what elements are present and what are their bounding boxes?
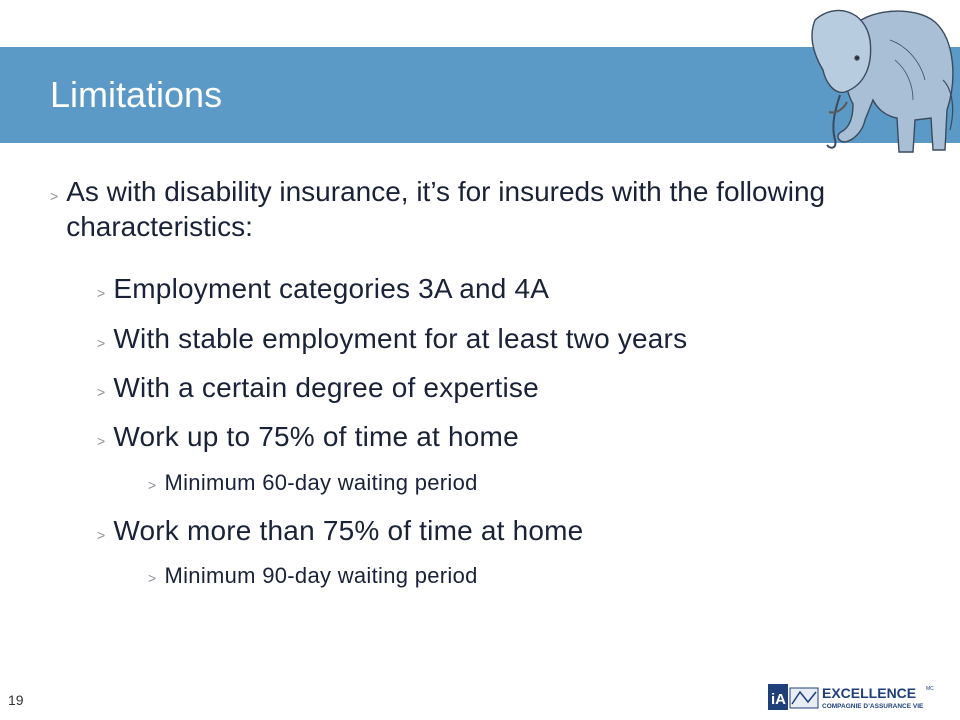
bullet-text: As with disability insurance, it’s for insureds with the following characteristics: <box>66 176 826 242</box>
sub-bullet-text: Minimum 90-day waiting period <box>164 563 478 588</box>
bullet-text: Work up to 75% of time at home <box>113 421 519 452</box>
sub-bullet-text: Minimum 60-day waiting period <box>164 470 478 495</box>
elephant-illustration <box>795 0 960 170</box>
logo-mark: iA <box>771 691 786 708</box>
bullet-intro <box>50 174 870 244</box>
bullet-marker-icon: > <box>97 335 106 351</box>
company-logo <box>768 680 938 714</box>
logo-brand: EXCELLENCE <box>822 685 917 701</box>
bullet-marker-icon: > <box>97 285 106 301</box>
sub-bullet-item <box>148 562 478 592</box>
bullet-text: With stable employment for at least two years <box>113 323 688 354</box>
bullet-text: With a certain degree of expertise <box>113 372 539 403</box>
bullet-marker-icon: > <box>97 527 106 543</box>
bullet-item <box>97 371 539 409</box>
bullet-marker-icon: > <box>50 188 59 204</box>
bullet-item <box>97 514 583 552</box>
bullet-marker-icon: > <box>148 477 157 493</box>
bullet-marker-icon: > <box>97 433 106 449</box>
sub-bullet-item <box>148 469 478 499</box>
page-number: 19 <box>8 692 24 708</box>
logo-trademark: MC <box>926 686 934 692</box>
bullet-text: Work more than 75% of time at home <box>113 515 584 546</box>
bullet-item <box>97 420 519 458</box>
bullet-marker-icon: > <box>97 384 106 400</box>
slide-title: Limitations <box>50 74 223 115</box>
bullet-marker-icon: > <box>148 570 157 586</box>
bullet-text: Employment categories 3A and 4A <box>113 273 550 304</box>
bullet-item <box>97 322 687 360</box>
logo-tagline: COMPAGNIE D’ASSURANCE VIE <box>822 703 924 710</box>
bullet-item <box>97 272 549 310</box>
